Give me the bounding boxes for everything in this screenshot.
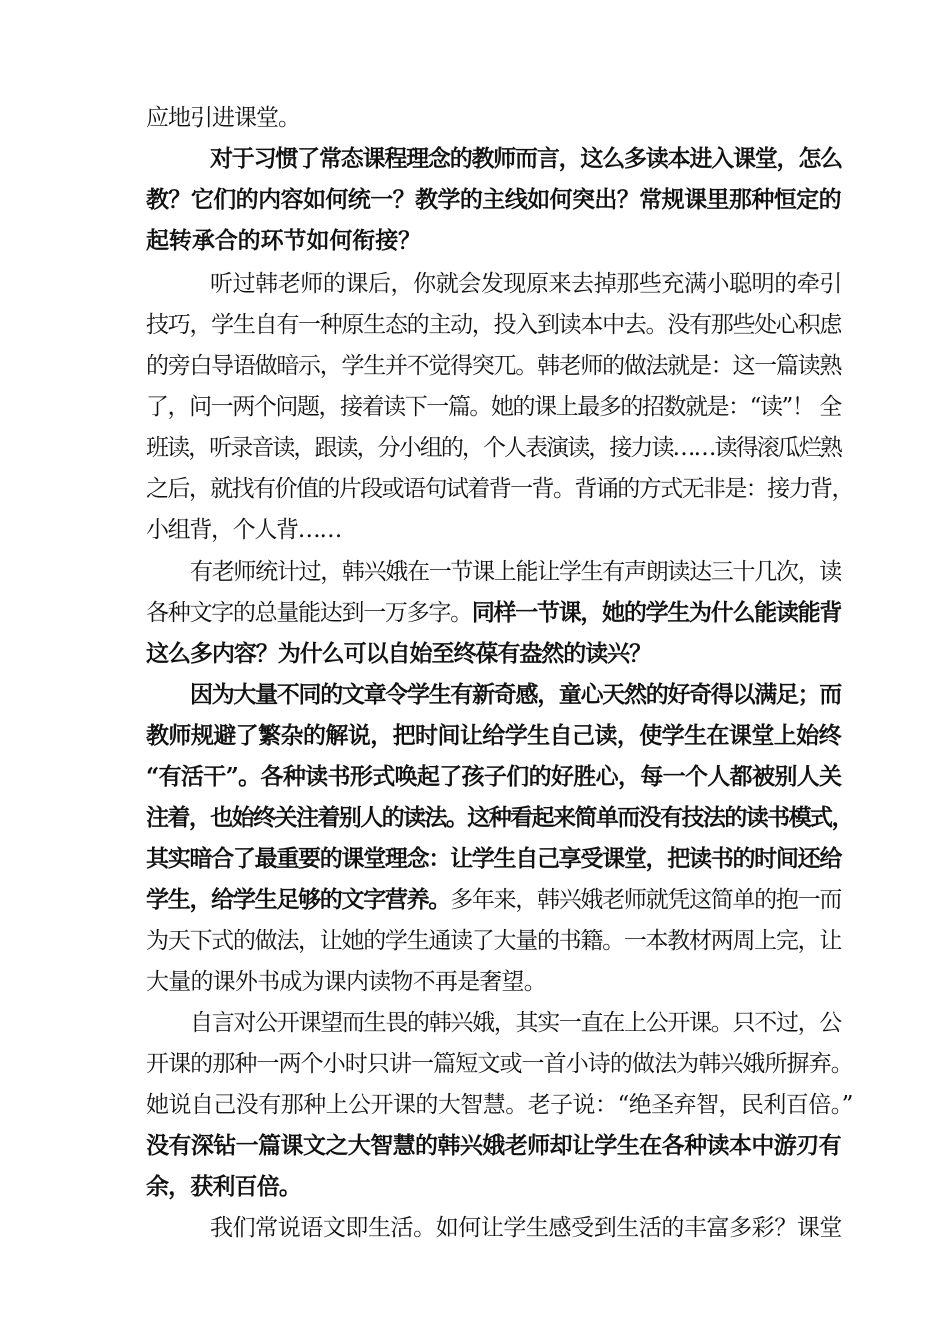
text-line: [146, 344, 841, 388]
text-segment: 应地引进课堂。: [146, 105, 300, 131]
bold-text-segment: 起转承合的环节如何衔接？: [146, 227, 422, 254]
bold-text-segment: 教师规避了繁杂的解说，把时间让给学生自己读，使学生在课堂上始终: [146, 722, 842, 749]
text-line: [146, 219, 421, 263]
text-line: [146, 632, 651, 676]
text-segment: 多年来，韩兴娥老师就凭这简单的抱一而: [450, 887, 842, 913]
text-segment: 之后，就找有价值的片段或语句试着背一背。背诵的方式无非是：接力背，: [146, 476, 853, 502]
text-segment: 大量的课外书成为课内读物不再是奢望。: [146, 969, 546, 995]
bold-text-segment: 因为大量不同的文章令学生有新奇感，童心天然的好奇得以满足；而: [190, 681, 842, 708]
text-segment: 各种文字的总量能达到一万多字。: [146, 600, 472, 626]
text-line: [146, 426, 841, 470]
text-line: [146, 96, 300, 140]
text-line: [146, 1042, 853, 1086]
text-line: [146, 303, 841, 347]
bold-text-segment: 教？它们的内容如何统一？教学的主线如何突出？常规课里那种恒定的: [146, 186, 842, 213]
text-segment: 了，问一两个问题，接着读下一篇。她的课上最多的招数就是：“读”！ 全: [146, 394, 841, 420]
text-line: [146, 878, 841, 922]
text-line: [146, 755, 841, 799]
text-line: [146, 796, 853, 840]
text-segment: 技巧，学生自有一种原生态的主动，投入到读本中去。没有那些处心积虑: [146, 312, 842, 338]
text-segment: 自言对公开课望而生畏的韩兴娥，其实一直在上公开课。只不过，公: [190, 1010, 842, 1036]
text-segment: 的旁白导语做暗示，学生并不觉得突兀。韩老师的做法就是：这一篇读熟: [146, 353, 842, 379]
text-line: [146, 591, 841, 635]
text-segment: 开课的那种一两个小时只讲一篇短文或一首小诗的做法为韩兴娥所摒弃。: [146, 1051, 853, 1077]
bold-text-segment: 同样一节课，她的学生为什么能读能背: [471, 599, 842, 626]
bold-text-segment: 注着，也始终关注着别人的读法。这种看起来简单而没有技法的读书模式，: [146, 804, 853, 831]
text-segment: 我们常说语文即生活。如何让学生感受到生活的丰富多彩？课堂: [210, 1215, 842, 1241]
text-line: [146, 1083, 853, 1127]
text-line: [146, 960, 546, 1004]
text-segment: 为天下式的做法，让她的学生通读了大量的书籍。一本教材两周上完，让: [146, 928, 842, 954]
text-line: [210, 262, 842, 306]
text-line: [190, 1001, 841, 1045]
text-line: [146, 837, 841, 881]
text-line: [146, 714, 841, 758]
text-line: [146, 919, 841, 963]
text-line: [210, 137, 842, 181]
text-segment: 她说自己没有那种上公开课的大智慧。老子说：“绝圣弃智，民利百倍。”: [146, 1092, 853, 1118]
text-line: [146, 467, 853, 511]
text-line: [210, 1206, 842, 1250]
text-line: [190, 550, 841, 594]
text-segment: 有老师统计过，韩兴娥在一节课上能让学生有声朗读达三十几次，读: [190, 559, 842, 585]
bold-text-segment: 这么多内容？为什么可以自始至终葆有盎然的读兴？: [146, 640, 652, 667]
text-line: [190, 673, 841, 717]
bold-text-segment: 余，获利百倍。: [146, 1173, 301, 1200]
text-segment: 听过韩老师的课后，你就会发现原来去掉那些充满小聪明的牵引: [210, 271, 842, 297]
text-line: [146, 385, 841, 429]
text-line: [146, 1124, 841, 1168]
text-line: [146, 508, 341, 552]
text-line: [146, 1165, 301, 1209]
text-segment: 班读，听录音读，跟读，分小组的，个人表演读，接力读……读得滚瓜烂熟: [146, 435, 841, 461]
bold-text-segment: 对于习惯了常态课程理念的教师而言，这么多读本进入课堂，怎么: [210, 145, 842, 172]
text-segment: 小组背，个人背……: [146, 517, 342, 543]
bold-text-segment: 没有深钻一篇课文之大智慧的韩兴娥老师却让学生在各种读本中游刃有: [146, 1132, 842, 1159]
bold-text-segment: 其实暗合了最重要的课堂理念：让学生自己享受课堂，把读书的时间还给: [146, 845, 842, 872]
bold-text-segment: 学生，给学生足够的文字营养。: [146, 886, 451, 913]
text-line: [146, 178, 841, 222]
bold-text-segment: “有活干”。各种读书形式唤起了孩子们的好胜心，每一个人都被别人关: [146, 763, 842, 790]
